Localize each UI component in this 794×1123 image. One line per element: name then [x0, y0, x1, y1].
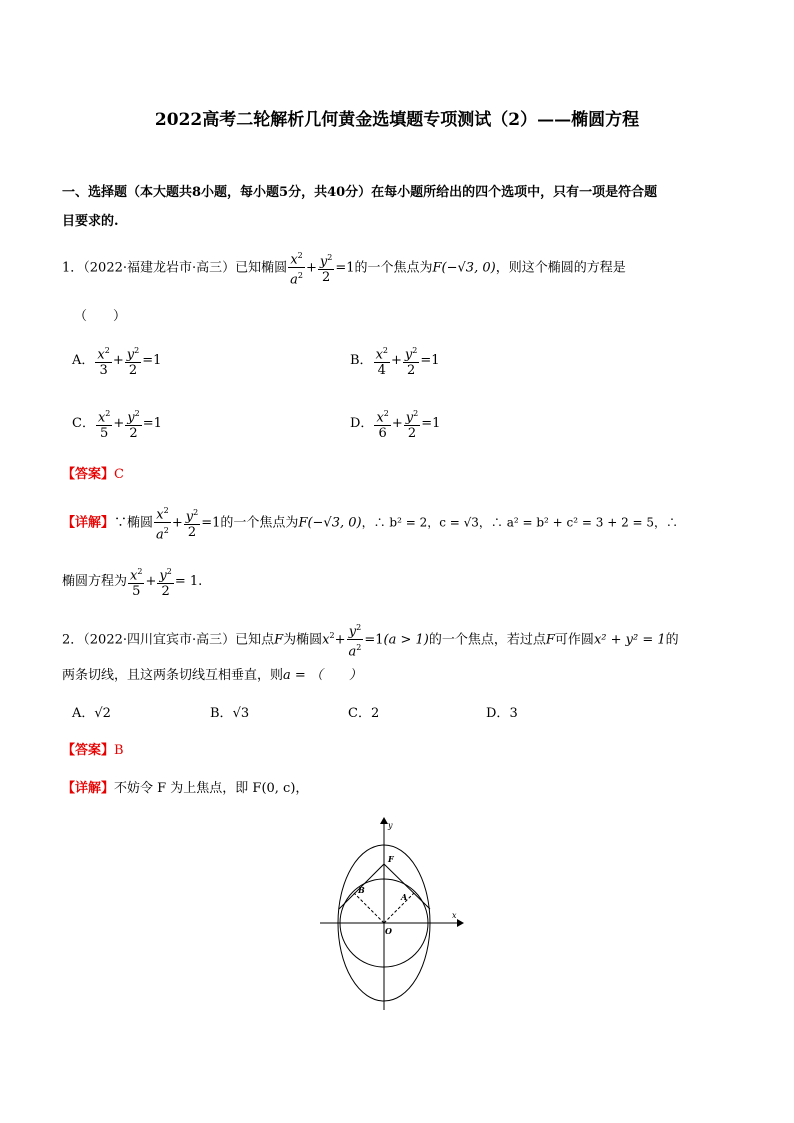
detail-text: 不妨令 F 为上焦点，即 F(0, c)， — [114, 781, 309, 796]
q2-mid3: 可作圆 — [554, 632, 594, 648]
q2-mid: 为椭圆 — [283, 632, 323, 648]
ellipse-circle-figure — [315, 812, 475, 1012]
detail-text: . — [198, 574, 203, 590]
option-label: B． — [350, 353, 373, 369]
q2-prefix: 2．（2022·四川宜宾市·高三）已知点 — [62, 632, 275, 648]
q1-option-b: B． $\frac{x^2}{4}$ + $\frac{y^2}{2}$ =1 — [350, 343, 440, 378]
radius-ob — [354, 893, 384, 923]
answer-value: B — [114, 743, 124, 758]
q1-focus: F(−√3, 0) — [432, 260, 496, 276]
q2-mid2: 的一个焦点，若过点 — [428, 632, 546, 648]
q1-frac-x: $\frac{x^2}{a^2}$ — [288, 248, 305, 288]
q1-prefix: 1．（2022·福建龙岩市·高三）已知椭圆 — [62, 260, 288, 276]
option-label: A． — [72, 706, 95, 721]
option-label: A． — [72, 353, 95, 369]
q2-detail — [62, 777, 308, 796]
answer-value: C — [114, 467, 124, 482]
radius-oa — [384, 893, 414, 923]
label-o: O — [385, 926, 392, 936]
option-value: √3 — [232, 706, 250, 721]
option-den: 5 — [100, 426, 109, 442]
tangent-line-right — [384, 864, 430, 909]
option-value: 3 — [509, 706, 518, 721]
q2-option-d — [486, 702, 518, 721]
q1-answer — [62, 463, 124, 482]
q1-option-a: A． $\frac{x^2}{3}$ + $\frac{y^2}{2}$ =1 — [72, 343, 161, 378]
q2-a-eq: a = （ ） — [283, 668, 362, 683]
option-label: D． — [486, 706, 510, 721]
option-value: √2 — [94, 706, 111, 721]
q2-option-c — [348, 702, 379, 721]
label-x: x — [452, 911, 457, 920]
q2-end: 的 — [665, 632, 679, 648]
q2-f: F — [274, 632, 284, 648]
question-2-stem: 2．（2022·四川宜宾市·高三）已知点F为椭圆$x^2+$ $\frac{y^2}{a^2}$ =1(a > 1)的一个焦点，若过点F可作圆x² + y² = 1的 — [62, 620, 679, 660]
option-den: 3 — [99, 363, 108, 379]
question-1-stem: 1．（2022·福建龙岩市·高三）已知椭圆 $\frac{x^2}{a^2}$ + $\frac{y^2}{2}$ =1的一个焦点为F(−√3, 0)，则这个椭圆的方程是 — [62, 248, 626, 288]
option-label: B． — [210, 706, 233, 721]
q1-middle: 的一个焦点为 — [354, 260, 433, 276]
answer-tag: 【答案】 — [62, 743, 115, 758]
option-den: 6 — [378, 426, 387, 442]
q2-option-b — [210, 702, 249, 721]
label-f: F — [388, 854, 394, 864]
q1-option-c: C． $\frac{x^2}{5}$ + $\frac{y^2}{2}$ =1 — [72, 406, 162, 441]
detail-text: 的一个焦点为 — [220, 515, 299, 531]
q1-suffix: ，则这个椭圆的方程是 — [495, 260, 626, 276]
q1-option-d: D． $\frac{x^2}{6}$ + $\frac{y^2}{2}$ =1 — [350, 406, 440, 441]
label-a: A — [401, 892, 408, 902]
q2-condition: (a > 1) — [383, 632, 429, 648]
q2-line2 — [62, 664, 362, 683]
option-label: C． — [348, 706, 371, 721]
q2-circle: x² + y² = 1 — [593, 632, 666, 648]
detail-tag: 【详解】 — [62, 515, 115, 531]
section-heading-line1: 一、选择题（本大题共8小题，每小题5分，共40分）在每小题所给出的四个选项中，只有一项是符合题 — [62, 185, 658, 200]
detail-text: 椭圆方程为 — [62, 574, 128, 590]
q2-line2-text: 两条切线，且这两条切线互相垂直，则 — [62, 668, 284, 683]
answer-tag: 【答案】 — [62, 467, 115, 482]
q2-f: F — [545, 632, 555, 648]
q2-answer — [62, 739, 124, 758]
detail-focus: F(−√3, 0) — [298, 515, 362, 531]
section-heading-line2: 目要求的. — [62, 214, 119, 229]
q1-paren: （ ） — [74, 309, 127, 324]
detail-tag: 【详解】 — [62, 781, 115, 796]
option-den: 4 — [377, 363, 386, 379]
label-y: y — [388, 821, 393, 830]
option-label: C． — [72, 416, 95, 432]
page-title: 2022高考二轮解析几何黄金选填题专项测试（2）——椭圆方程 — [154, 110, 640, 130]
detail-text: ∵椭圆 — [114, 515, 154, 531]
q1-detail-line2: 椭圆方程为 $\frac{x^2}{5}$ + $\frac{y^2}{2}$ = 1. — [62, 564, 202, 599]
detail-text: ，∴ b² = 2，c = √3，∴ a² = b² + c² = 3 + 2 = 5，∴ — [361, 515, 679, 530]
q2-option-a — [72, 702, 111, 721]
option-value: 2 — [370, 706, 380, 721]
label-b: B — [358, 885, 365, 895]
q1-detail-line1: 【详解】∵椭圆 $\frac{x^2}{a^2}$ + $\frac{y^2}{2}$ =1的一个焦点为F(−√3, 0)，∴ b² = 2，c = √3，∴ a² = b² + c² = 3 + 2 = 5，∴ — [62, 503, 678, 543]
option-label: D． — [350, 416, 374, 432]
q1-frac-y: $\frac{y^2}{2}$ — [318, 250, 334, 285]
